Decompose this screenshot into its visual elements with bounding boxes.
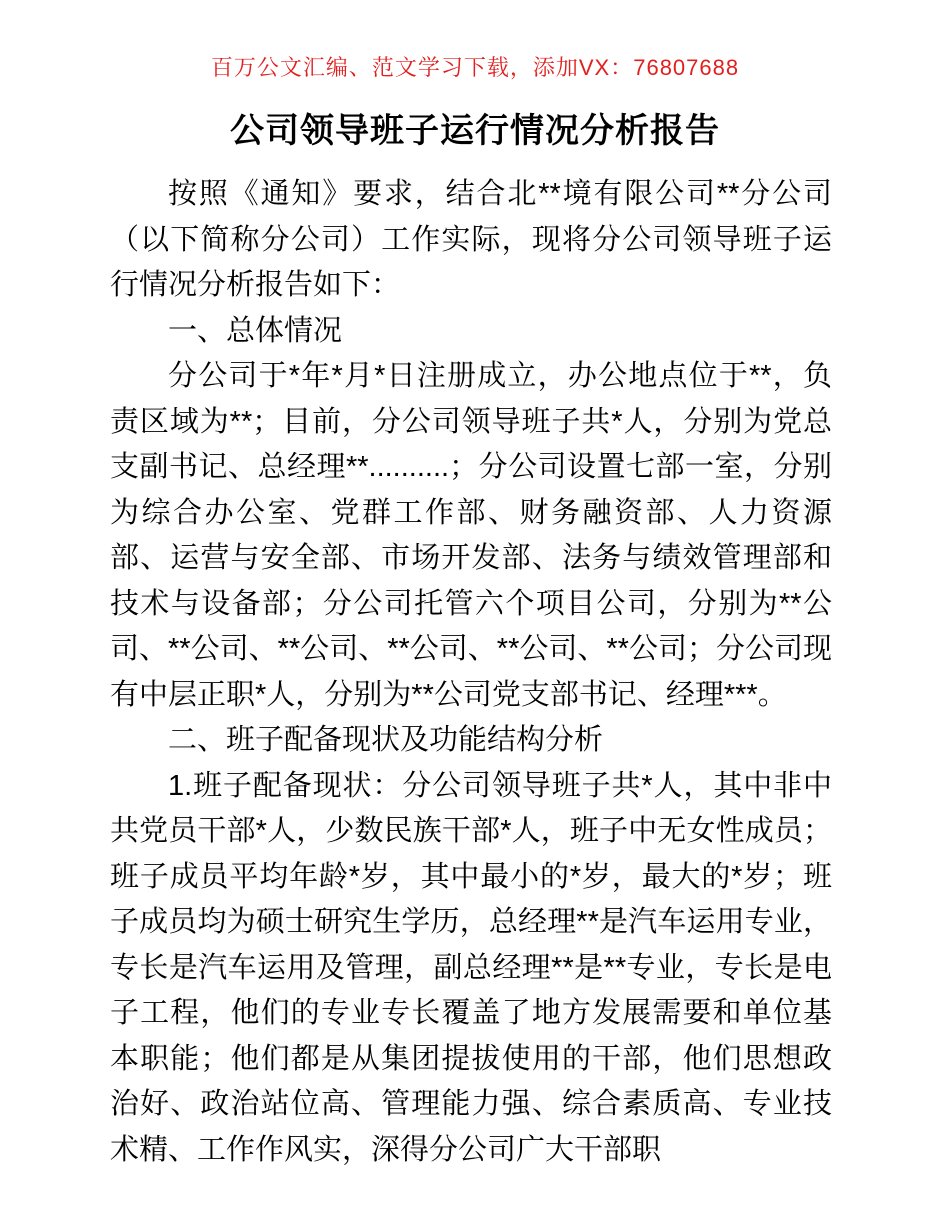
body-paragraph: 1.班子配备现状：分公司领导班子共*人，其中非中共党员干部*人，少数民族干部*人，班子中无女性成员；班子成员平均年龄*岁，其中最小的*岁，最大的*岁；班子成员均为硕士研究生学历，总经理**是汽车运用专业，专长是汽车运用及管理，副总经理**是**专业，专长是电子工程，他们的专业专长覆盖了地方发展需要和单位基本职能；他们都是从集团提拔使用的干部，他们思想政治好、政治站位高、管理能力强、综合素质高、专业技术精、工作作风实，深得分公司广大干部职 [110,769,832,1166]
document-body [0,172,950,1173]
document-title: 公司领导班子运行情况分析报告 [230,112,720,150]
body-paragraph: 分公司于*年*月*日注册成立，办公地点位于**，负责区域为**；目前，分公司领导班子共*人，分别为党总支副书记、总经理**..........；分公司设置七部一室，分别为综合办公室、党群工作部、财务融资部、人力资源部、运营与安全部、市场开发部、法务与绩效管理部和技术与设备部；分公司托管六个项目公司，分别为**公司、**公司、**公司、**公司、**公司、**公司；分公司现有中层正职*人，分别为**公司党支部书记、经理***。 [110,360,832,711]
section-heading: 二、班子配备现状及功能结构分析 [168,724,604,756]
promo-banner-text: 百万公文汇编、范文学习下载，添加VX：76807688 [210,55,740,80]
body-paragraph: 按照《通知》要求，结合北**境有限公司**分公司（以下简称分公司）工作实际，现将分公司领导班子运行情况分析报告如下： [110,178,832,301]
section-heading: 一、总体情况 [168,314,343,347]
